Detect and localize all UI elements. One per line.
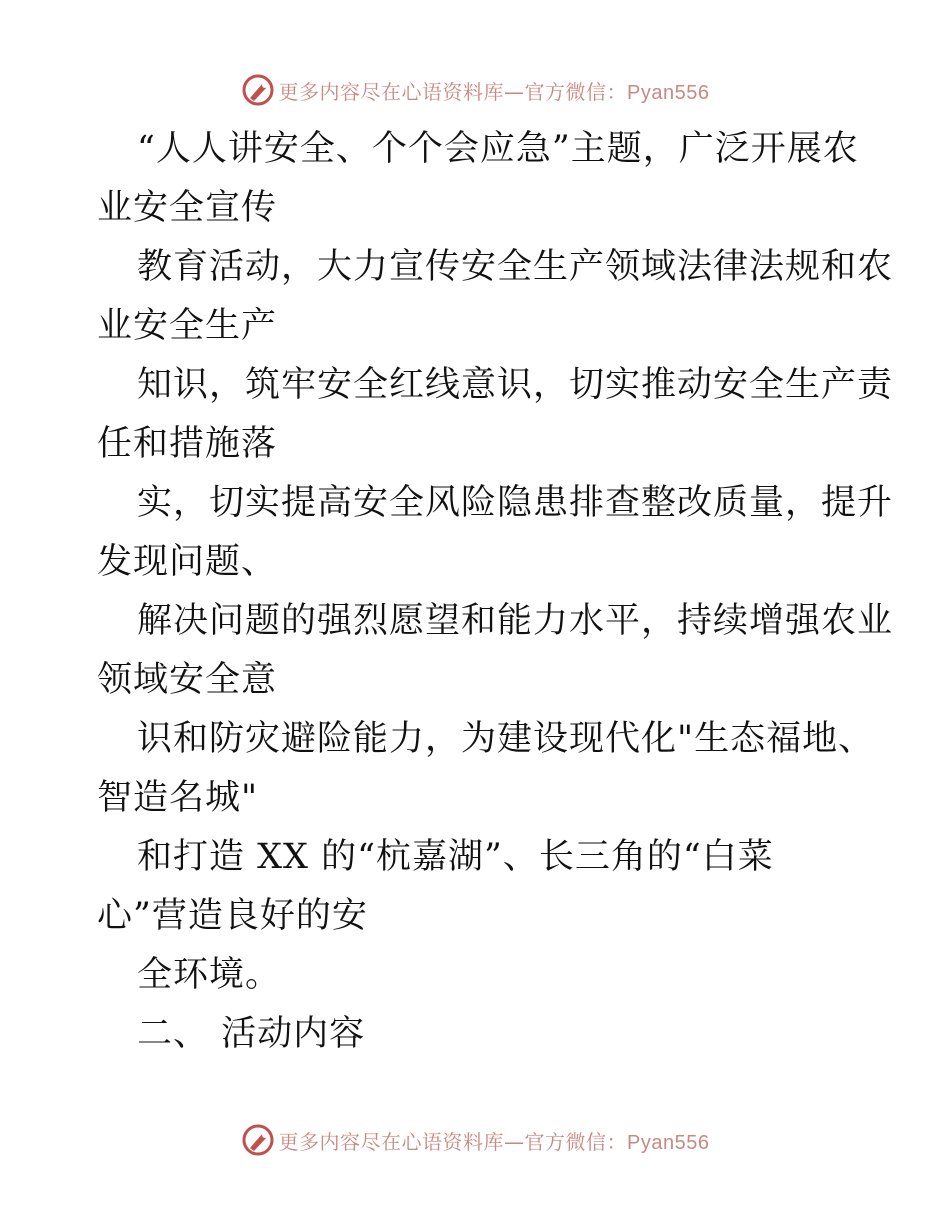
body-text-line: 和打造 XX 的“杭嘉湖”、长三角的“白菜 — [137, 837, 774, 877]
watermark-footer — [0, 1120, 950, 1160]
body-text-line: 业安全生产 — [97, 306, 278, 346]
body-text-line: 二、 活动内容 — [137, 1014, 366, 1054]
body-text-line: 知识，筑牢安全红线意识，切实推动安全生产责 — [137, 365, 894, 405]
body-text-line: 任和措施落 — [97, 424, 278, 464]
body-text-line: 实，切实提高安全风险隐患排查整改质量，提升 — [137, 483, 894, 523]
pen-logo-icon — [241, 1123, 275, 1157]
body-text-line: 教育活动，大力宣传安全生产领域法律法规和农 — [137, 247, 894, 287]
watermark-header — [0, 70, 950, 110]
body-text-line: 识和防灾避险能力，为建设现代化"生态福地、 — [137, 719, 875, 759]
body-text-line: 发现问题、 — [97, 542, 278, 582]
body-text-line: 智造名城" — [97, 778, 259, 818]
body-text-line: “人人讲安全、个个会应急”主题，广泛开展农 — [137, 129, 859, 169]
pen-logo-icon — [241, 73, 275, 107]
watermark-text: 更多内容尽在心语资料库—官方微信：Pyan556 — [278, 79, 710, 104]
body-text-line: 心”营造良好的安 — [97, 896, 368, 936]
body-text-line: 解决问题的强烈愿望和能力水平，持续增强农业 — [137, 601, 894, 641]
body-text-line: 全环境。 — [137, 955, 282, 995]
watermark-text: 更多内容尽在心语资料库—官方微信：Pyan556 — [278, 1129, 710, 1154]
body-text-line: 业安全宣传 — [97, 188, 278, 228]
document-body — [97, 120, 894, 1064]
body-text-line: 领域安全意 — [97, 660, 278, 700]
